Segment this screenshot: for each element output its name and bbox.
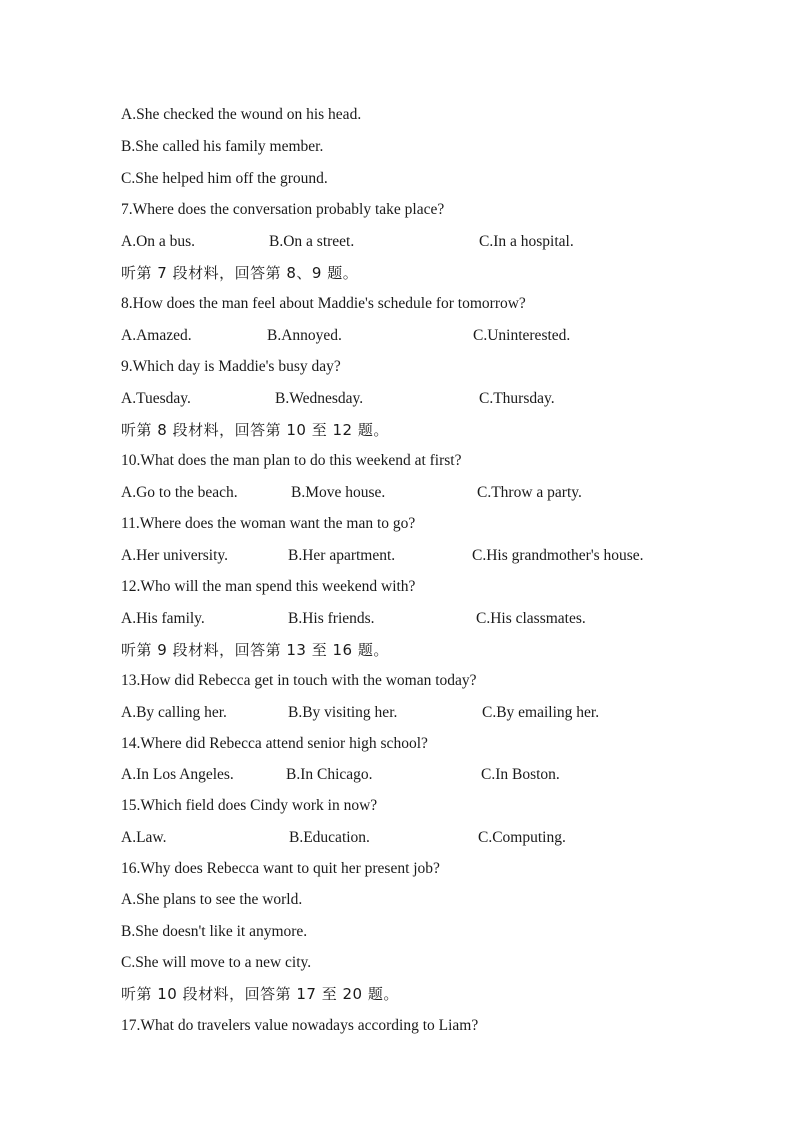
option-b: B.Education.: [289, 829, 370, 846]
option-c: C.In Boston.: [481, 766, 560, 783]
option-c: C.By emailing her.: [482, 704, 600, 721]
option-b: B.Wednesday.: [275, 390, 364, 407]
option-b: B.Her apartment.: [288, 547, 396, 564]
option-b: B.His friends.: [288, 610, 375, 627]
option-b: B.On a street.: [269, 233, 355, 250]
option-c: C.His grandmother's house.: [472, 547, 644, 564]
option-c: C.Uninterested.: [473, 327, 571, 344]
option-b: B.Move house.: [291, 484, 386, 501]
option-a: A.Tuesday.: [121, 390, 191, 407]
option-b: B.Annoyed.: [267, 327, 342, 344]
option-a: A.Go to the beach.: [121, 484, 238, 501]
option-b: B.In Chicago.: [286, 766, 373, 783]
option-c: C.Throw a party.: [477, 484, 582, 501]
option-c: C.His classmates.: [476, 610, 586, 627]
exam-page: A.She checked the wound on his head. B.She called his family member. C.She helped him off the ground. 7.Where does the conversation probably take place? A.On a bus. B.On a street. C.In a hospital. 听第 7 段材料，回答第 8、9 题。 8.How does the man feel about Maddie's schedule for tomorrow? A.Amazed. B.Annoyed. C.Uninterested. 9.Which day is Maddie's busy day? A.Tuesday. B.Wednesday. C.Thursday. 听第 8 段材料，回答第 10 至 12 题。 10.What does the man plan to do this weekend at first? A.Go to the beach. B.Move house. C.Throw a party. 11.Where does the woman want the man to go? A.Her university. B.Her apartment. C.His grandmother's house. 12.Who will the man spend this weekend with? A.His family. B.His friends. C.His classmates. 听第 9 段材料，回答第 13 至 16 题。 13.How did Rebecca get in touch with the woman today? A.By calling her. B.By visiting her. C.By emailing her. 14.Where did Rebecca attend senior high school? A.In Los Angeles. B.In Chicago. C.In Boston. 15.Which field does Cindy work in now? A.Law. B.Education. C.Computing. 16.Why does Rebecca want to quit her present job? A.She plans to see the world. B.She doesn't like it anymore. C.She will move to a new city. 听第 10 段材料，回答第 17 至 20 题。 17.What do travelers value nowadays according to Liam?: [121, 106, 644, 1034]
option-c: C.In a hospital.: [479, 233, 574, 250]
option-a: A.By calling her.: [121, 704, 227, 721]
option-a: A.Amazed.: [121, 327, 192, 344]
option-c: C.Computing.: [478, 829, 566, 846]
option-b: B.By visiting her.: [288, 704, 398, 721]
option-a: A.His family.: [121, 610, 205, 627]
option-a: A.Law.: [121, 829, 167, 846]
option-c: C.Thursday.: [479, 390, 555, 407]
option-a: A.On a bus.: [121, 233, 196, 250]
option-a: A.In Los Angeles.: [121, 766, 234, 783]
option-a: A.Her university.: [121, 547, 229, 564]
